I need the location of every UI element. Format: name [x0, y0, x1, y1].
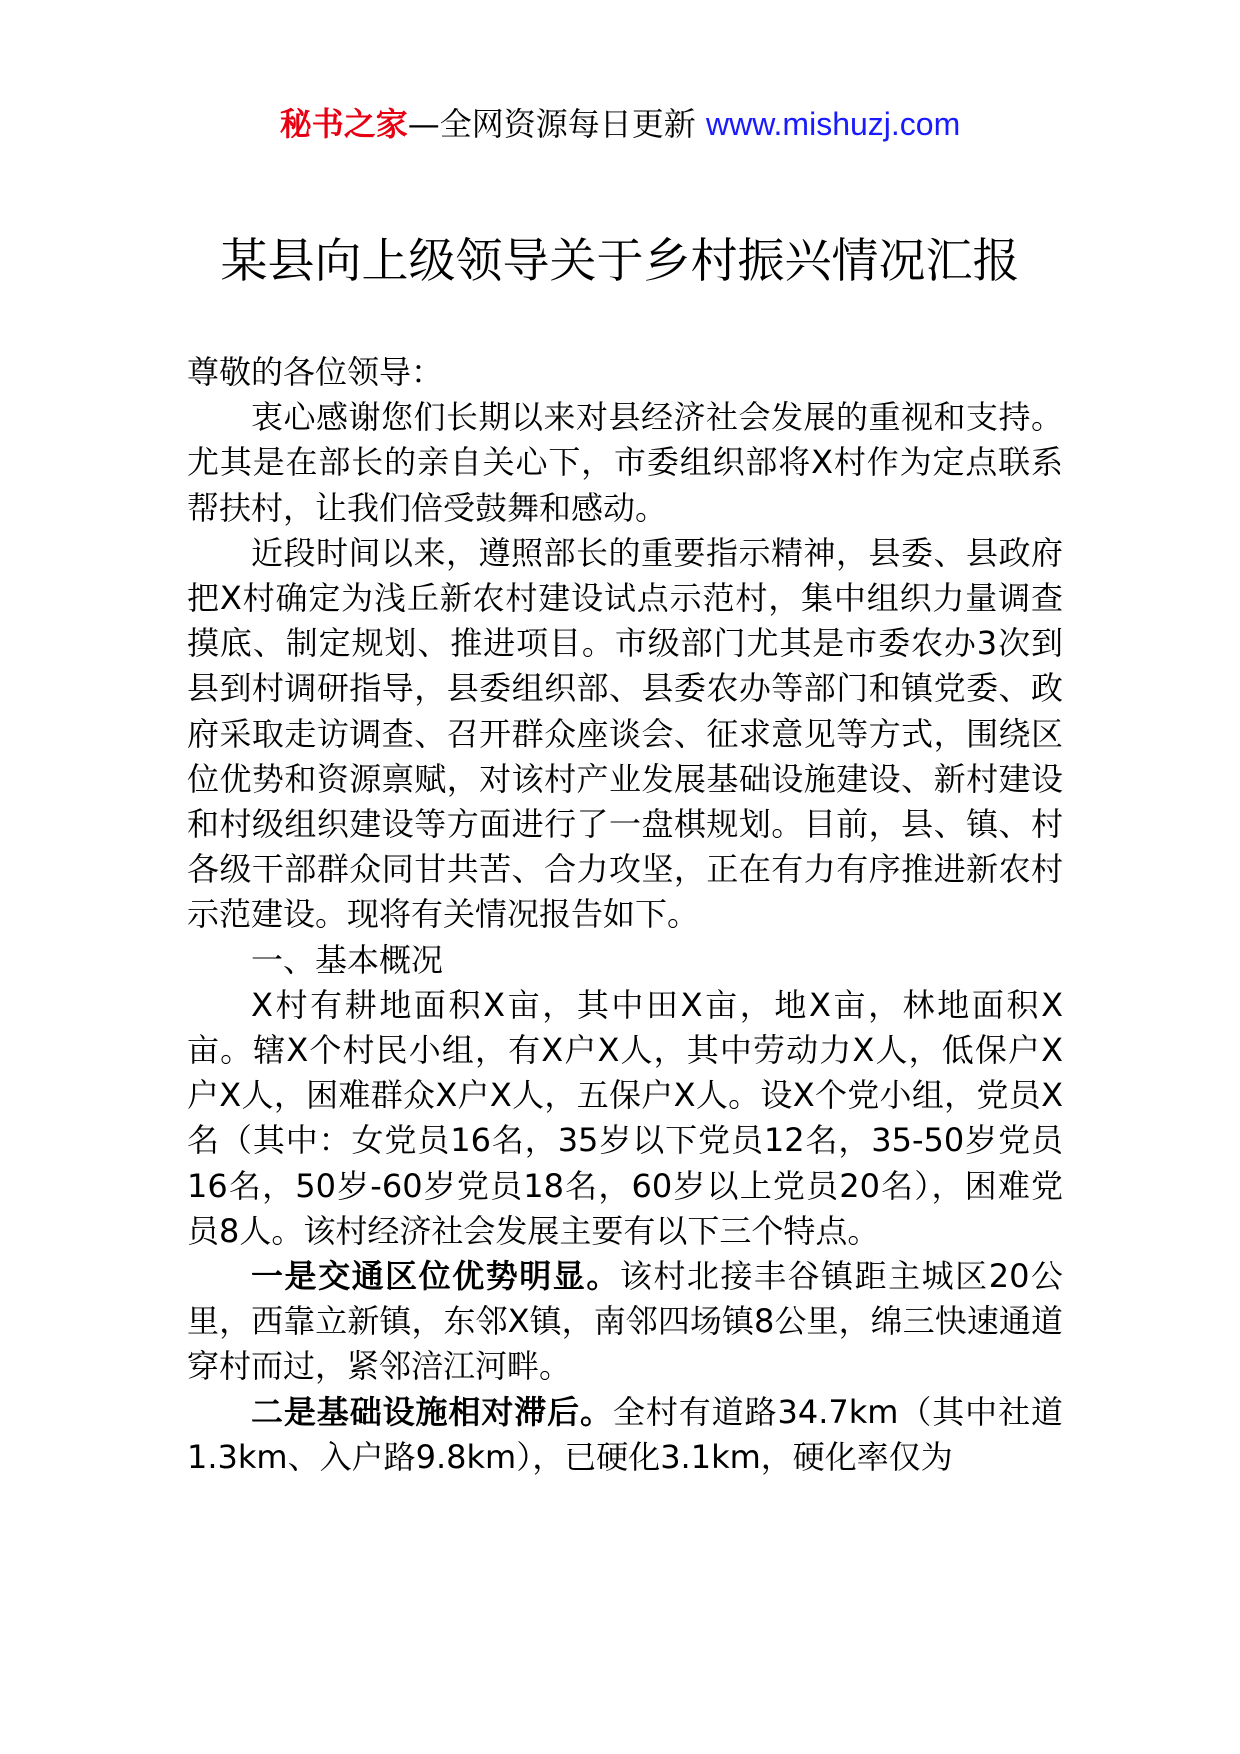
header-tagline: —全网资源每日更新 — [407, 105, 706, 143]
point-two-text: 全村有道路34.7km（其中社道1.3km、入户路9.8km），已硬化3.1km，硬化率仅为 — [187, 1392, 1063, 1476]
paragraph-gratitude: 衷心感谢您们长期以来对县经济社会发展的重视和支持。尤其是在部长的亲自关心下，市委组织部将X村作为定点联系帮扶村，让我们倍受鼓舞和感动。 — [187, 398, 1063, 527]
document-body — [187, 350, 1063, 1480]
brand-name: 秘书之家 — [279, 105, 408, 143]
paragraph-overview: 近段时间以来，遵照部长的重要指示精神，县委、县政府把X村确定为浅丘新农村建设试点示范村，集中组织力量调查摸底、制定规划、推进项目。市级部门尤其是市委农办3次到县到村调研指导，县委组织部、县委农办等部门和镇党委、政府采取走访调查、召开群众座谈会、征求意见等方式，围绕区位优势和资源禀赋，对该村产业发展基础设施建设、新村建设和村级组织建设等方面进行了一盘棋规划。目前，县、镇、村各级干部群众同甘共苦、合力攻坚，正在有力有序推进新农村示范建设。现将有关情况报告如下。 — [187, 533, 1063, 934]
site-url-link[interactable]: www.mishuzj.com — [705, 106, 961, 142]
paragraph-village-stats: X村有耕地面积X亩，其中田X亩，地X亩，林地面积X亩。辖X个村民小组，有X户X人，其中劳动力X人，低保户X户X人，困难群众X户X人，五保户X人。设X个党小组，党员X名（其中：女党员16名，35岁以下党员12名，35-50岁党员16名，50岁-60岁党员18名，60岁以上党员20名），困难党员8人。该村经济社会发展主要有以下三个特点。 — [187, 985, 1063, 1250]
point-one-lead: 一是交通区位优势明显。 — [251, 1257, 620, 1296]
site-header — [0, 100, 1240, 148]
document-title: 某县向上级领导关于乡村振兴情况汇报 — [220, 234, 1020, 289]
paragraph-infrastructure — [187, 1390, 1063, 1480]
point-two-lead: 二是基础设施相对滞后。 — [251, 1392, 613, 1431]
salutation: 尊敬的各位领导： — [187, 353, 444, 391]
section-heading-basic-overview: 一、基本概况 — [251, 940, 444, 979]
point-one-text: 该村北接丰谷镇距主城区20公里，西靠立新镇，东邻X镇，南邻四场镇8公里，绵三快速通道穿村而过，紧邻涪江河畔。 — [187, 1257, 1063, 1386]
paragraph-transport — [187, 1254, 1063, 1390]
